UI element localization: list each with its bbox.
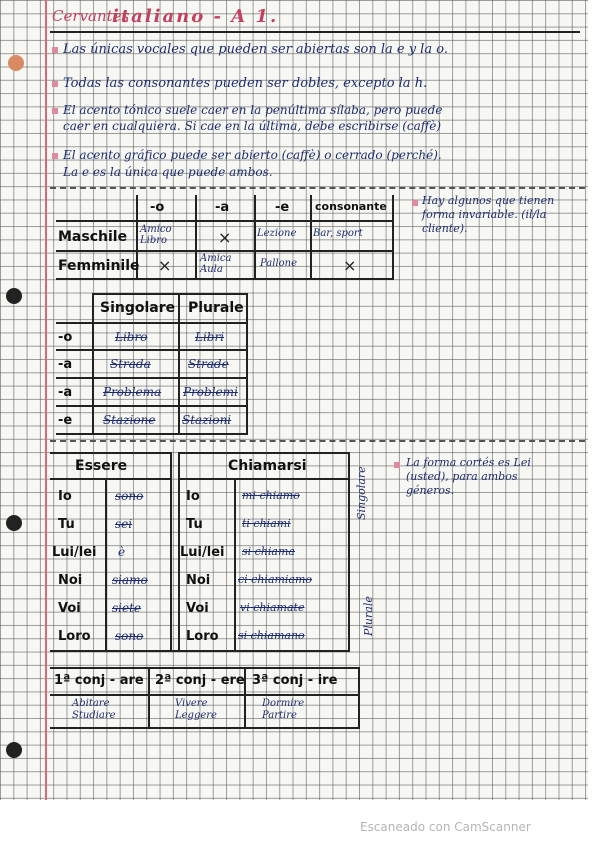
verb-form: sono [115,629,144,643]
ending-label: -e [58,413,73,428]
cell: Amico Libro [140,224,172,246]
bullet-marker [52,47,58,53]
chiamarsi-title: Chiamarsi [228,458,307,474]
note-line: La e es la única que puede ambos. [63,165,273,179]
table-line [56,433,248,435]
table-line [348,452,350,650]
col-header-singolare: Singolare [100,300,176,316]
table-line [178,478,348,480]
singolare-bracket-label: Singolare [355,466,368,520]
table-line [92,293,248,295]
table-line [56,377,248,379]
verb-form: si chiama [242,545,295,558]
table-line [148,667,150,727]
cross-mark: × [343,256,357,275]
margin-line [45,0,47,800]
side-note: La forma cortés es Lei (usted), para ambos géneros. [406,456,531,497]
table-line [310,195,312,278]
pronoun: Tu [186,517,203,532]
table-line [50,667,360,669]
punch-hole [6,742,22,758]
cell: Stazioni [182,413,232,427]
scanner-watermark: Escaneado con CamScanner [360,820,531,834]
table-line [246,293,248,433]
table-line [56,322,248,324]
pronoun: Io [186,489,200,504]
note-line: caer en cualquiera. Si cae en la última, debe escribirse (caffè) [63,119,442,133]
table-line [56,250,394,252]
table-line [234,478,236,650]
verb-form: siete [112,601,142,615]
table-line [56,349,248,351]
table-line [50,650,350,652]
col-header: -a [215,200,230,215]
cell: Libri [195,330,225,344]
cell: Problema [103,385,162,399]
bullet-marker [52,108,58,114]
col-header: consonante [315,200,387,213]
page-title: italiano - A 1. [112,6,279,27]
note-line: El acento tónico suele caer en la penúltima sílaba, pero puede [63,103,443,117]
pronoun: Lui/lei [180,545,225,560]
row-label-maschile: Maschile [58,229,128,245]
verb-form: è [118,545,126,559]
table-line [105,478,107,650]
verb-form: sei [115,517,133,531]
table-line [50,452,170,454]
ending-label: -a [58,357,73,372]
conj-header: 2ª conj - ere [155,673,245,688]
pronoun: Loro [58,629,91,644]
table-line [195,195,197,278]
table-line [392,195,394,278]
cell: Pallone [260,258,298,269]
verb-form: ti chiami [242,517,291,530]
row-label-femminile: Femminile [58,258,140,274]
separator [50,440,585,442]
ending-label: -a [58,385,73,400]
table-line [254,195,256,278]
bullet-marker [394,462,400,468]
conj-example: Abitare Studiare [72,698,116,721]
table-line [50,478,170,480]
pronoun: Loro [186,629,219,644]
bullet-marker [412,200,418,206]
cell: Bar, sport [313,228,363,239]
note-line: Las únicas vocales que pueden ser abiertas son la e y la o. [63,42,448,57]
cell: Lezione [257,228,297,239]
side-note: Hay algunos que tienen forma invariable. (il/la cliente). [422,194,555,235]
table-line [50,727,360,729]
pronoun: Lui/lei [52,545,97,560]
pronoun: Tu [58,517,75,532]
brand-label: Cervantes [52,7,130,25]
table-line [178,452,348,454]
separator [50,187,585,189]
punch-hole [8,55,24,71]
cell: Problemi [183,385,238,399]
table-line [178,293,180,433]
bullet-marker [52,81,58,87]
cell: Strade [188,357,229,371]
table-line [56,405,248,407]
pronoun: Voi [58,601,81,616]
ending-label: -o [58,330,73,345]
conj-example: Dormire Partire [262,698,305,721]
verb-form: si chiamano [238,629,305,642]
punch-hole [6,288,22,304]
verb-form: sono [115,489,144,503]
table-line [170,452,172,650]
plurale-bracket-label: Plurale [362,596,375,636]
table-line [50,694,360,696]
note-line: El acento gráfico puede ser abierto (caffè) o cerrado (perché). [63,148,442,162]
conj-example: Vivere Leggere [175,698,217,721]
table-line [56,278,394,280]
cell: Libro [115,330,148,344]
table-line [358,667,360,727]
essere-title: Essere [75,458,128,474]
table-line [56,220,394,222]
cross-mark: × [158,256,172,275]
verb-form: ci chiamiamo [238,573,313,586]
pronoun: Io [58,489,72,504]
col-header: -o [150,200,165,215]
verb-form: mi chiamo [242,489,300,502]
col-header: -e [275,200,290,215]
punch-hole [6,515,22,531]
bullet-marker [52,153,58,159]
cell: Stazione [103,413,156,427]
conj-header: 3ª conj - ire [252,673,338,688]
cell: Strada [110,357,151,371]
cell: Amica Aula [200,253,232,275]
col-header-plurale: Plurale [188,300,244,316]
note-line: Todas las consonantes pueden ser dobles, excepto la h. [63,76,428,91]
pronoun: Noi [58,573,83,588]
table-line [92,293,94,433]
verb-form: vi chiamate [240,601,305,614]
pronoun: Noi [186,573,211,588]
verb-form: siamo [112,573,148,587]
cross-mark: × [218,228,232,247]
pronoun: Voi [186,601,209,616]
conj-header: 1ª conj - are [54,673,144,688]
